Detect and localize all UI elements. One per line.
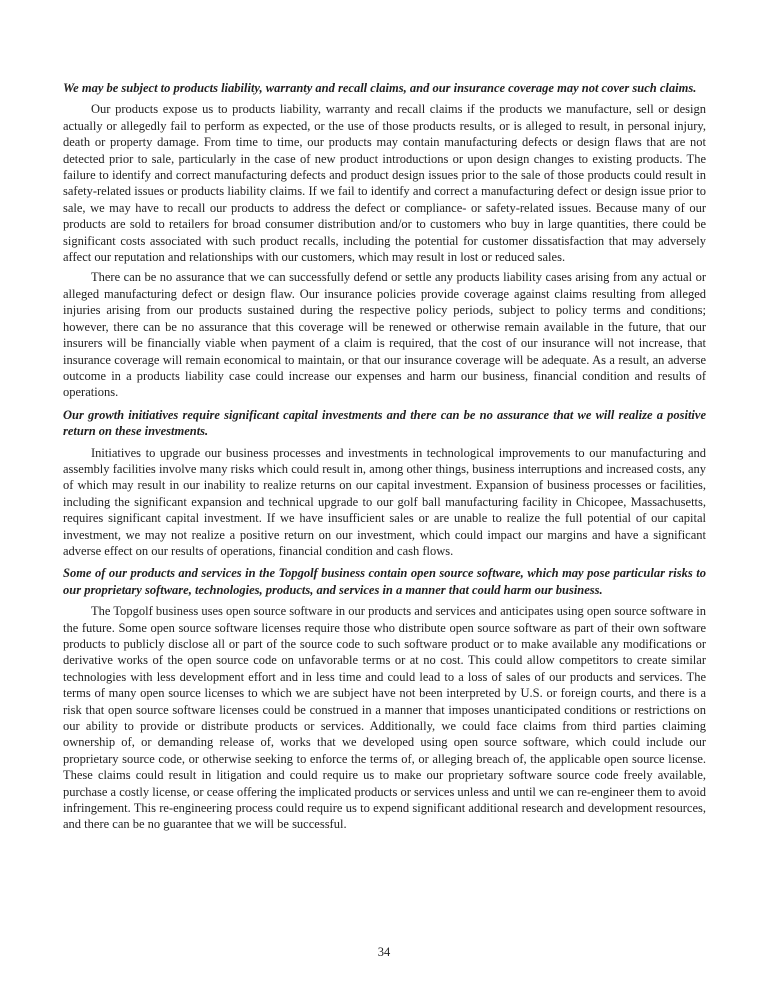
paragraph-open-source-software-1: The Topgolf business uses open source software in our products and services and anticipates using open source software in the future. Some open source software licenses require those who distribute open source software as part of their own software products to publicly disclose all or part of the source code to such software product or to make available any modifications or derivative works of the open source code on unfavorable terms or at no cost. This could allow competitors to create similar technologies with less development effort and in less time and could lead to a loss of sales of our products and services. The terms of many open source licenses to which we are subject have not been interpreted by U.S. or foreign courts, and there is a risk that open source software licenses could be construed in a manner that imposes unanticipated conditions or restrictions on our ability to provide or distribute products or services. Additionally, we could face claims from third parties claiming ownership of, or demanding release of, works that we developed using open source software, which could include our proprietary source code, or otherwise seeking to enforce the terms of, or alleging breach of, the applicable open source license. These claims could result in litigation and could require us to make our proprietary software source code freely available, purchase a costly license, or cease offering the implicated products or services unless and until we can re-engineer them to avoid infringement. This re-engineering process could require us to expend significant additional research and development resources, and there can be no guarantee that we will be successful. [63, 604, 706, 832]
page-number: 34 [377, 945, 391, 959]
risk-heading-products-liability: We may be subject to products liability, warranty and recall claims, and our insurance coverage may not cover such claims. [63, 81, 697, 95]
paragraph-growth-initiatives-1: Initiatives to upgrade our business processes and investments in technological improvements to our manufacturing and assembly facilities involve many risks which could result in, among other things, business interruptions and increased costs, any of which may result in our inability to realize returns on our capital investment. Expansion of business processes or facilities, including the significant expansion and technical upgrade to our golf ball manufacturing facility in Chicopee, Massachusetts, requires significant capital investment. If we have insufficient sales or are unable to realize the full potential of our capital investment, we may not realize a positive return on our investment, which could impact our margins and have a significant adverse effect on our results of operations, financial condition and cash flows. [63, 445, 706, 558]
risk-heading-growth-initiatives: Our growth initiatives require significant capital investments and there can be no assurance that we will realize a positive return on these investments. [63, 407, 706, 439]
paragraph-products-liability-2: There can be no assurance that we can successfully defend or settle any products liability cases arising from any actual or alleged manufacturing defect or design flaw. Our insurance policies provide coverage against claims resulting from alleged injuries arising from our products sustained during the respective policy periods, subject to policy terms and conditions; however, there can be no assurance that this coverage will be renewed or otherwise remain available in the future, that our insurers will be financially viable when payment of a claim is required, that the cost of our insurance will not increase, that insurance coverage will remain economical to maintain, or that our insurance coverage will be adequate. As a result, an adverse outcome in a products liability case could increase our expenses and harm our business, financial condition and results of operations. [63, 270, 706, 400]
paragraph-products-liability-1: Our products expose us to products liability, warranty and recall claims if the products we manufacture, sell or design actually or allegedly fail to perform as expected, or the use of those products results, or is alleged to result, in personal injury, death or property damage. From time to time, our products may contain manufacturing defects or design flaws that are not detected prior to sale, particularly in the case of new product introductions or upon design changes to existing products. The failure to identify and correct manufacturing defects and product design issues prior to the sale of those products could result in safety-related issues or products liability claims. If we fail to identify and correct a manufacturing defect or design issue prior to sale, we may have to recall our products to address the defect or compliance- or safety-related issues. Because many of our products are sold to retailers for broad consumer distribution and/or to customers who buy in large quantities, there could be significant costs associated with such product recalls, including the potential for customer dissatisfaction that may adversely affect our reputation and relationships with our customers, which may result in lost or reduced sales. [63, 102, 706, 265]
document-page-body [63, 80, 706, 837]
risk-heading-open-source-software: Some of our products and services in the Topgolf business contain open source software, which may pose particular risks to our proprietary software, technologies, products, and services in a manner that could harm our business. [63, 566, 706, 597]
